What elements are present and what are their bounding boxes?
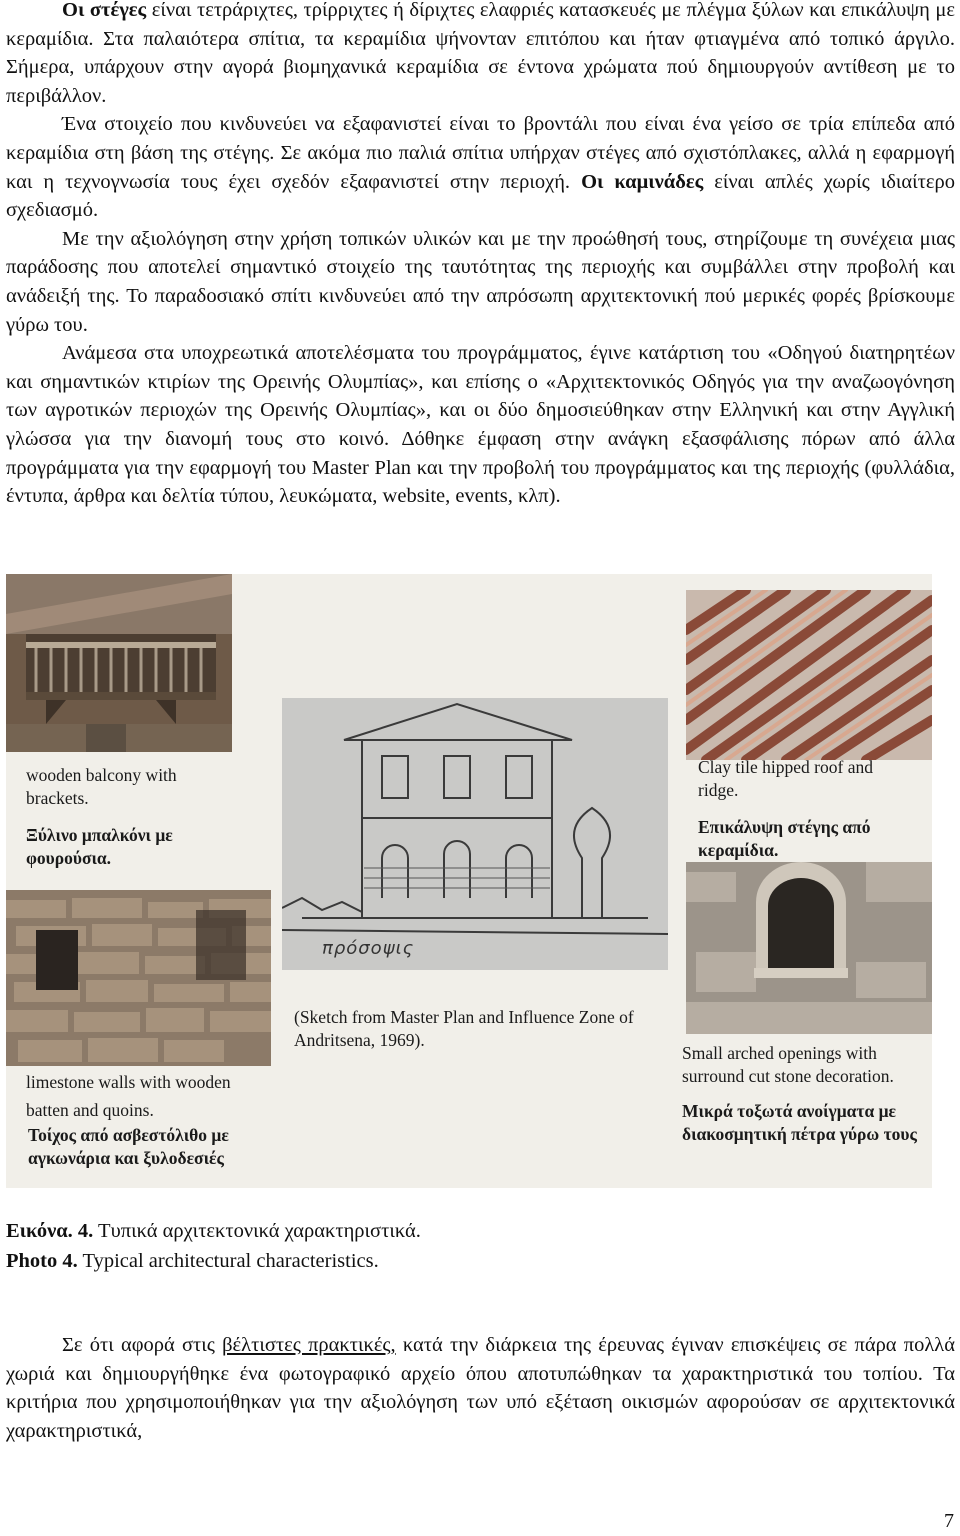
best-practices-pre: Σε ότι αφορά στις bbox=[62, 1334, 223, 1356]
body-text-top bbox=[6, 0, 955, 511]
page-number: 7 bbox=[944, 1510, 954, 1532]
caption-en-text: Typical architectural characteristics. bbox=[77, 1250, 379, 1272]
paragraph-program-results: Ανάμεσα στα υποχρεωτικά αποτελέσματα του προγράμματος, έγινε κατάρτιση του «Οδηγού διατηρητέων και σημαντικών κτιρίων της Ορεινής Ολυμπίας», και επίσης ο «Αρχιτεκτονικός Οδηγός για την αναζωογόνηση των αγροτικών περιοχών της Ορεινής Ολυμπίας», και οι δύο δημοσιεύθηκαν στην Ελληνική και στην Αγγλική γλώσσα για την διανομή τους στο κοινό. Δόθηκε έμφαση στην ανάγκη εξασφάλισης πόρων από άλλα προγράμματα για την εφαρμογή του Master Plan και την προβολή του προγράμματος και της περιοχής (φυλλάδια, έντυπα, άρθρα και δελτία τύπου, λευκώματα, website, events, κλπ). bbox=[6, 342, 955, 508]
arch-caption-gr: Μικρά τοξωτά ανοίγματα με διακοσμητική πέτρα γύρω τους bbox=[682, 1101, 917, 1144]
caption-en-label: Photo 4. bbox=[6, 1250, 78, 1272]
balcony-photo bbox=[6, 574, 232, 752]
vrontali-text: Ένα στοιχείο που κινδυνεύει να εξαφανιστεί είναι το βροντάλι που είναι ένα γείσο σε τρία επίπεδα από κεραμίδια στη βάση της στέγης. Σε ακόμα πιο παλιά σπίτια υπήρχαν στέγες από σχιστόπλακες, αλλά η εφαρμογή και η τεχνογνωσία τους έχει σχεδόν εξαφανιστεί στην περιοχή. bbox=[6, 113, 955, 193]
figure-caption-gr bbox=[6, 1218, 421, 1244]
chimneys-lead: Οι καμινάδες bbox=[581, 170, 704, 193]
paragraph-best-practices bbox=[6, 1331, 955, 1445]
paragraph-local-materials: Με την αξιολόγηση στην χρήση τοπικών υλικών και με την προώθησή τους, στηρίζουμε τη συνέχεια μιας παράδοσης που αποτελεί σημαντικό στοιχείο της ταυτότητας της περιοχής και συμβάλλει στην προβολή και ανάδειξή της. Το παραδοσιακό σπίτι κινδυνεύει από την απρόσωπη αρχιτεκτονική πού μερικές φορές βρίσκουμε γύρω του. bbox=[6, 227, 955, 336]
arched-window-photo bbox=[686, 862, 932, 1034]
walls-caption-en: limestone walls with wooden batten and quoins. bbox=[26, 1072, 231, 1120]
sketch-caption: (Sketch from Master Plan and Influence Zone of Andritsena, 1969). bbox=[294, 1007, 634, 1050]
arch-caption-en: Small arched openings with surround cut stone decoration. bbox=[682, 1043, 894, 1086]
caption-gr-text: Τυπικά αρχιτεκτονικά χαρακτηριστικά. bbox=[93, 1220, 421, 1242]
elevation-sketch bbox=[282, 698, 668, 970]
best-practices-underlined: βέλτιστες πρακτικές, bbox=[222, 1334, 396, 1356]
sketch-label: πρόσοψις bbox=[322, 938, 415, 959]
roof-caption-gr: Επικάλυψη στέγης από κεραμίδια. bbox=[698, 817, 871, 860]
stone-wall-photo bbox=[6, 890, 271, 1066]
roof-caption-en: Clay tile hipped roof and ridge. bbox=[698, 757, 873, 800]
chimneys-text: είναι απλές χωρίς ιδιαίτερο σχεδιασμό. bbox=[6, 170, 955, 222]
balcony-caption-en: wooden balcony with brackets. bbox=[26, 765, 177, 808]
roofs-text: είναι τετράριχτες, τρίρριχτες ή δίριχτες ελαφριές κατασκευές με πλέγμα ξύλων και επικάλυψη με κεραμίδια. Στα παλαιότερα σπίτια, τα κεραμίδια ψήνονταν επιτόπου και ήταν φτιαγμένα από τοπικό άργιλο. Σήμερα, υπάρχουν στην αγορά βιομηχανικά κεραμίδια σε έντονα χρώματα πού δημιουργούν αντίθεση με το περιβάλλον. bbox=[6, 0, 955, 107]
architecture-figure bbox=[6, 574, 932, 1188]
paragraph-vrontali bbox=[6, 110, 955, 224]
body-text-bottom bbox=[6, 1331, 955, 1445]
caption-gr-label: Εικόνα. 4. bbox=[6, 1220, 94, 1242]
figure-caption-en bbox=[6, 1248, 379, 1274]
best-practices-post: κατά την διάρκεια της έρευνας έγιναν επισκέψεις σε πάρα πολλά χωριά και δημιουργήθηκε ένα φωτογραφικό αρχείο όπου αποτυπώθηκαν τα χαρακτηριστικά του τοπίου. Τα κριτήρια που χρησιμοποιήθηκαν για την αξιολόγηση των υπό εξέταση οικισμών αφορούσαν σε αρχιτεκτονικά χαρακτηριστικά, bbox=[6, 1334, 955, 1442]
paragraph-roofs bbox=[6, 0, 955, 110]
balcony-caption-gr: Ξύλινο μπαλκόνι με φουρούσια. bbox=[26, 825, 173, 868]
roof-tiles-photo bbox=[686, 590, 932, 760]
roofs-lead: Οι στέγες bbox=[62, 0, 147, 21]
walls-caption-gr: Τοίχος από ασβεστόλιθο με αγκωνάρια και ξυλοδεσιές bbox=[28, 1125, 229, 1168]
